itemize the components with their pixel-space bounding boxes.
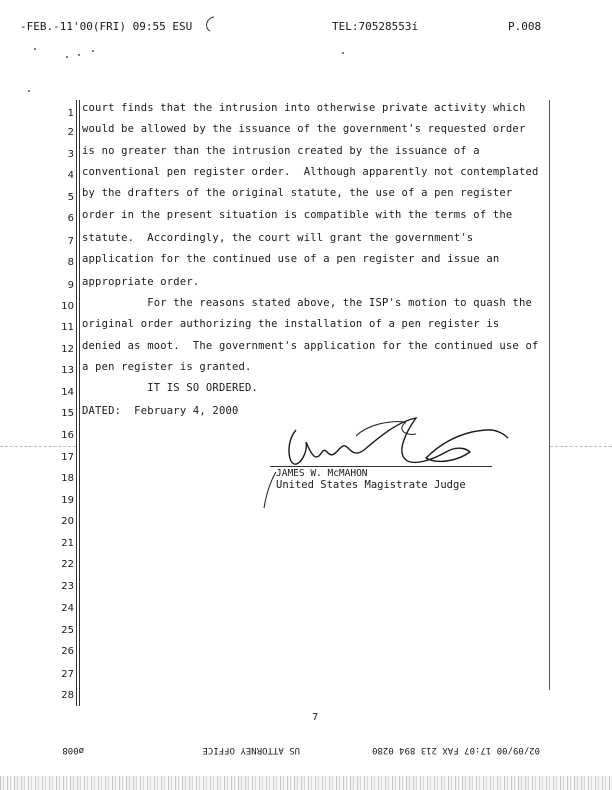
line-number: 2: [67, 127, 74, 138]
line-number: 4: [67, 170, 74, 181]
body-text-line: court finds that the intrusion into otherwise private activity which: [82, 102, 526, 114]
body-text-line: by the drafters of the original statute, the use of a pen register: [82, 187, 513, 199]
fax-header-page: P.008: [508, 20, 542, 33]
line-number: 1: [67, 108, 74, 119]
signature-line: [270, 466, 492, 467]
mirrored-footer-page: ø008: [62, 745, 84, 755]
line-number: 22: [61, 559, 74, 570]
line-number: 9: [67, 280, 74, 291]
line-number: 3: [67, 149, 74, 160]
line-number: 6: [67, 213, 74, 224]
line-number: 23: [61, 581, 74, 592]
line-number: 14: [61, 387, 74, 398]
body-text-line: denied as moot. The government's application for the continued use of: [82, 340, 539, 352]
body-text-line: order in the present situation is compatible with the terms of the: [82, 209, 513, 221]
judge-signature: [256, 412, 516, 512]
page-number: 7: [312, 712, 319, 723]
line-number: 15: [61, 408, 74, 419]
line-number: 13: [61, 365, 74, 376]
mirrored-footer-office: US ATTORNEY OFFICE: [202, 745, 300, 755]
line-number: 26: [61, 646, 74, 657]
body-text-line: application for the continued use of a pen register and issue an: [82, 253, 500, 265]
line-number: 16: [61, 430, 74, 441]
line-number: 11: [61, 322, 74, 333]
line-number: 27: [61, 669, 74, 680]
body-text-line: appropriate order.: [82, 276, 200, 288]
mirrored-footer-fax: 02/09/00 17:07 FAX 213 894 0280: [372, 745, 540, 755]
fax-header-tel: TEL:70528553í: [332, 20, 419, 33]
line-number: 24: [61, 603, 74, 614]
scan-noise-strip: [0, 776, 612, 790]
line-number: 19: [61, 495, 74, 506]
mirrored-fax-footer: [40, 741, 540, 755]
line-number: 7: [67, 236, 74, 247]
body-text-line: DATED: February 4, 2000: [82, 405, 239, 417]
body-text-line: would be allowed by the issuance of the government's requested order: [82, 123, 526, 135]
body-text-line: IT IS SO ORDERED.: [82, 382, 259, 394]
body-text-line: a pen register is granted.: [82, 361, 252, 373]
line-number: 5: [67, 192, 74, 203]
body-text-line: statute. Accordingly, the court will grant the government's: [82, 232, 474, 244]
line-number: 8: [67, 257, 74, 268]
line-number: 18: [61, 473, 74, 484]
line-number: 25: [61, 625, 74, 636]
body-text-line: is no greater than the intrusion created by the issuance of a: [82, 145, 480, 157]
line-number: 28: [61, 690, 74, 701]
line-number: 12: [61, 344, 74, 355]
body-text-line: conventional pen register order. Although apparently not contemplated: [82, 166, 539, 178]
signer-title: United States Magistrate Judge: [276, 479, 466, 491]
line-number: 21: [61, 538, 74, 549]
body-text-line: original order authorizing the installation of a pen register is: [82, 318, 500, 330]
signer-name: JAMES W. McMAHON: [276, 468, 368, 479]
line-number: 20: [61, 516, 74, 527]
body-text-line: For the reasons stated above, the ISP's motion to quash the: [82, 297, 532, 309]
line-number: 17: [61, 452, 74, 463]
line-number: 10: [61, 301, 74, 312]
fax-header-date: -FEB.-11'00(FRI) 09:55 ESU: [20, 20, 193, 33]
